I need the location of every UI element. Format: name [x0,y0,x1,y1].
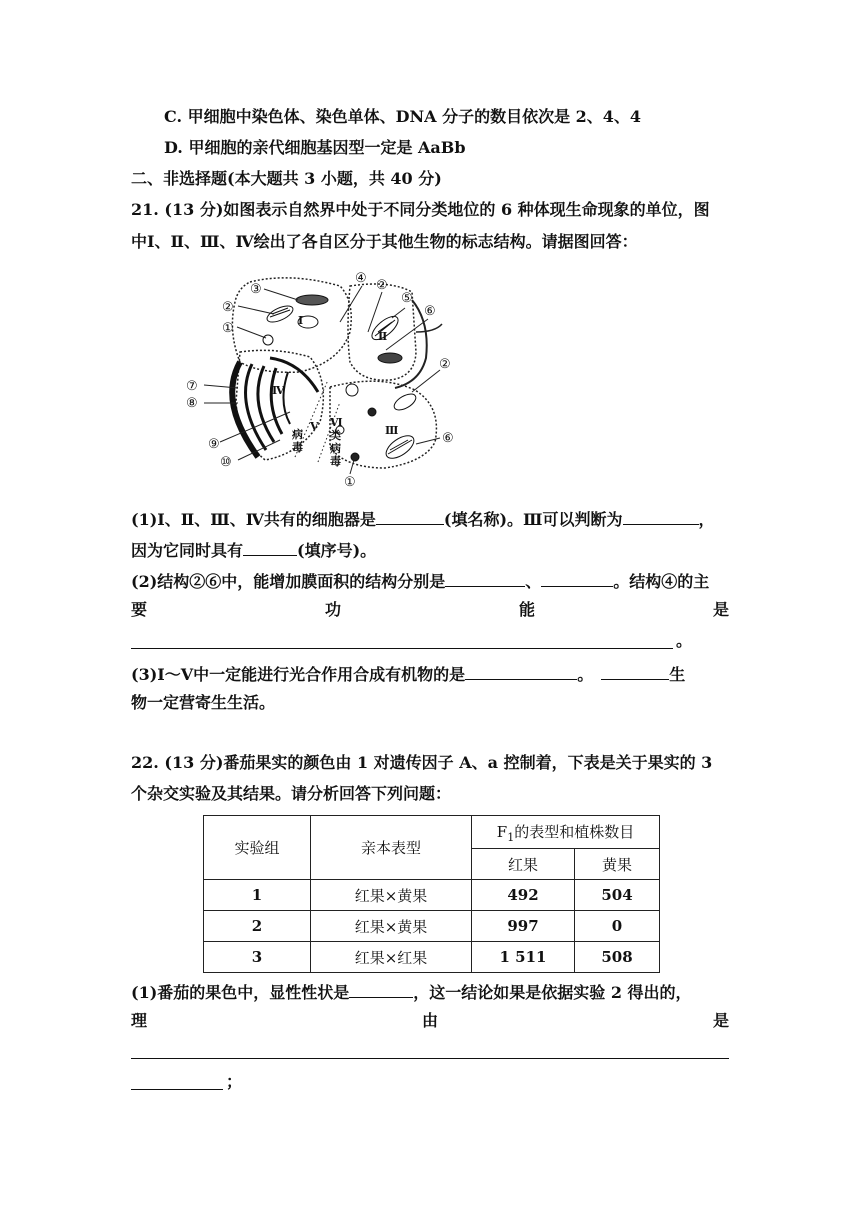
diagram-roman: Ⅴ [310,420,319,433]
th-yellow: 黄果 [575,849,660,880]
q21-part3-line1 [131,661,685,686]
diagram-roman: Ⅵ [330,416,343,429]
diagram-label: ⑥ [424,304,436,319]
q22-p1-end: ； [226,1072,243,1091]
q22-p1-text-b: ，这一结论如果是依据实验 2 得出的， [413,983,692,1002]
q21-p1-text-c: ， [698,510,715,529]
cell-parent: 红果×黄果 [311,880,472,911]
q21-part1-line2 [131,537,376,562]
option-c: C. 甲细胞中染色体、染色单体、DNA 分子的数目依次是 2、4、4 [164,107,642,126]
cell-parent: 红果×红果 [311,942,472,973]
table-row [204,942,660,973]
diagram-label: ② [439,357,451,372]
q21-part2-line2 [131,599,729,621]
q21-stem-line1: 21. (13 分)如图表示自然界中处于不同分类地位的 6 种体现生命现象的单位，图 [131,200,710,219]
diagram-roman: Ⅳ [272,384,285,397]
cell-group: 2 [204,911,311,942]
cell-diagram [180,262,470,494]
cell-yellow: 508 [575,942,660,973]
spread-char: 理 [131,1011,148,1030]
q21-p2-text-c: 。结构④的主 [613,572,710,591]
diagram-text: 毒 [292,441,303,454]
q22-stem-line2: 个杂交实验及其结果。请分析回答下列问题： [131,784,452,803]
diagram-text: 病 [330,442,341,455]
diagram-label: ① [222,321,234,336]
answer-blank[interactable] [541,568,613,587]
diagram-label: ④ [355,271,367,286]
option-d: D. 甲细胞的亲代细胞基因型一定是 AaBb [164,138,466,157]
q21-p1-text-b: (填名称)。Ⅲ可以判断为 [443,510,623,529]
th-red: 红果 [472,849,575,880]
q21-stem-line2: 中Ⅰ、Ⅱ、Ⅲ、Ⅳ绘出了各自区分于其他生物的标志结构。请据图回答： [131,232,638,251]
th-group: 实验组 [204,816,311,880]
q21-p2-text-a: (2)结构②⑥中，能增加膜面积的结构分别是 [131,572,446,591]
q21-p1-text-a: (1)Ⅰ、Ⅱ、Ⅲ、Ⅳ共有的细胞器是 [131,510,376,529]
diagram-text: 毒 [330,455,341,468]
cell-group: 1 [204,880,311,911]
answer-blank[interactable] [445,568,525,587]
spread-char: 功 [324,600,341,619]
answer-blank-long[interactable] [131,1088,223,1090]
q22-p1-text-a: (1)番茄的果色中，显性性状是 [131,983,350,1002]
diagram-roman: Ⅰ [298,314,304,327]
th-parent: 亲本表型 [311,816,472,880]
diagram-label: ⑨ [208,437,220,452]
answer-blank[interactable] [623,506,699,525]
cell-red: 492 [472,880,575,911]
q22-stem-line1: 22. (13 分)番茄果实的颜色由 1 对遗传因子 A、a 控制着，下表是关于果实的 3 [131,753,713,772]
q21-part2-line1 [131,568,709,593]
q21-p1-text-e: (填序号)。 [297,541,377,560]
diagram-label: ③ [250,282,262,297]
answer-blank[interactable] [243,537,297,556]
cell-group: 3 [204,942,311,973]
spread-char: 是 [712,1011,729,1030]
diagram-text: 病 [292,428,303,441]
answer-blank-long[interactable] [131,1057,729,1059]
cross-result-table [203,815,660,973]
diagram-label: ② [376,278,388,293]
table-row [204,911,660,942]
answer-blank[interactable] [349,979,413,998]
spread-char: 由 [421,1011,438,1030]
diagram-roman: Ⅲ [385,424,399,437]
spread-char: 要 [131,600,148,619]
q21-p3-text-c: 生 [669,665,686,684]
q21-p2-end: 。 [676,631,693,650]
cell-yellow: 0 [575,911,660,942]
diagram-roman: Ⅱ [378,330,388,343]
cell-yellow: 504 [575,880,660,911]
q22-part1-line1 [131,979,692,1004]
th-f1: $F_1$的表型和植株数目 [472,816,660,849]
cell-red: 997 [472,911,575,942]
section-title: 二、非选择题(本大题共 3 小题，共 40 分) [131,169,442,188]
diagram-label: ② [222,300,234,315]
q21-p2-text-b: 、 [525,572,542,591]
spread-char: 是 [712,600,729,619]
cell-red: 1 511 [472,942,575,973]
diagram-label: ⑥ [442,431,454,446]
q21-p3-text-a: (3)Ⅰ～Ⅴ中一定能进行光合作用合成有机物的是 [131,665,466,684]
q21-part1-line1 [131,506,715,531]
q21-p1-text-d: 因为它同时具有 [131,541,244,560]
diagram-label: ⑤ [401,291,413,306]
answer-blank[interactable] [601,661,669,680]
answer-blank[interactable] [376,506,444,525]
diagram-label: ⑦ [186,379,198,394]
q21-part3-line2: 物一定营寄生生活。 [131,693,276,712]
diagram-label: ⑩ [220,455,232,470]
diagram-label: ① [344,475,356,490]
spread-char: 能 [518,600,535,619]
diagram-text: 类 [330,429,341,442]
diagram-label: ⑧ [186,396,198,411]
q21-p3-text-b: 。 [577,665,594,684]
cell-parent: 红果×黄果 [311,911,472,942]
answer-blank-long[interactable] [131,647,673,649]
q22-part1-line2 [131,1010,729,1032]
answer-blank[interactable] [465,661,577,680]
table-row [204,880,660,911]
